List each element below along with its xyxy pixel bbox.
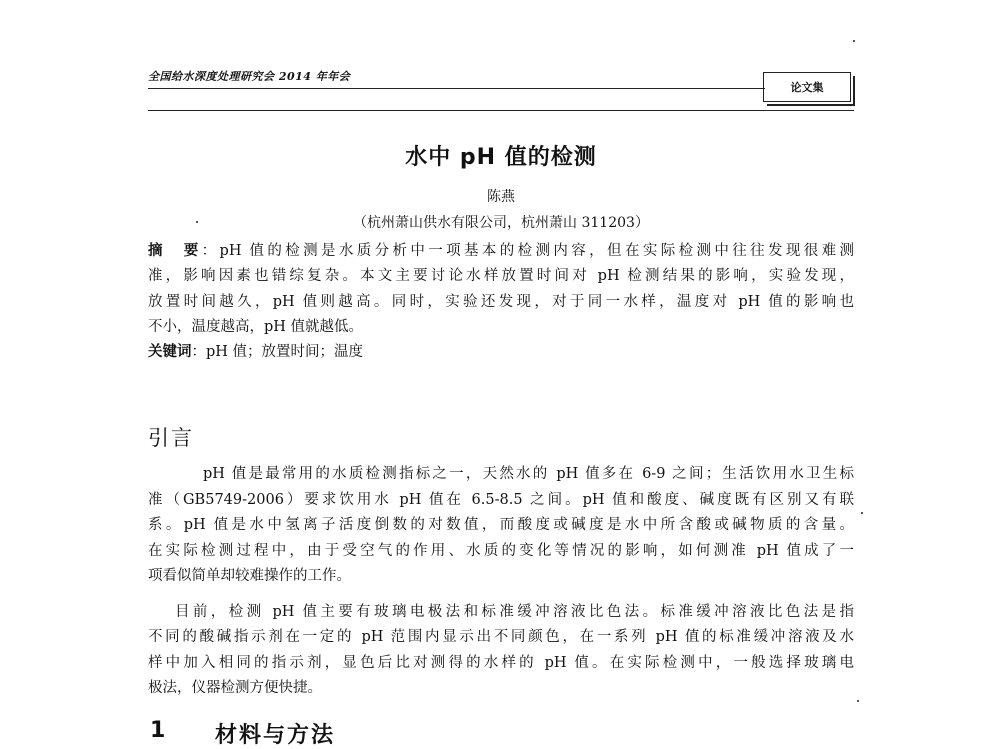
body-line: 系。pH 值是水中氢离子活度倒数的对数值，而酸度或碱度是水中所含酸或碱物质的含量。 xyxy=(148,517,854,533)
body-line: 不同的酸碱指示剂在一定的 pH 范围内显示出不同颜色，在一系列 pH 值的标准缓冲溶液及水 xyxy=(148,629,854,645)
body-line: pH 值是最常用的水质检测指标之一，天然水的 pH 值多在 6-9 之间；生活饮用水卫生标 xyxy=(203,466,854,482)
keywords-text: ：pH 值；放置时间；温度 xyxy=(191,344,364,360)
collection-tag: 论文集 xyxy=(763,72,851,102)
scan-speck xyxy=(857,700,859,702)
body-line: 项看似简单却较难操作的工作。 xyxy=(148,568,351,584)
paper-title: 水中 pH 值的检测 xyxy=(405,145,597,170)
abstract-line: 摘 要：pH 值的检测是水质分析中一项基本的检测内容，但在实际检测中往往发现很难测 xyxy=(148,243,854,259)
scan-speck xyxy=(861,512,863,514)
keywords-label: 关键词 xyxy=(148,344,192,360)
author-name: 陈燕 xyxy=(487,189,515,205)
header-rule-lower xyxy=(148,110,854,111)
abstract-line: 准，影响因素也错综复杂。本文主要讨论水样放置时间对 pH 检测结果的影响，实验发现， xyxy=(148,268,854,284)
intro-heading: 引言 xyxy=(148,426,194,450)
section-title: 材料与方法 xyxy=(215,723,336,748)
abstract-line: 放置时间越久，pH 值则越高。同时，实验还发现，对于同一水样，温度对 pH 值的影响也 xyxy=(148,294,854,310)
body-line: 准（GB5749-2006）要求饮用水 pH 值在 6.5-8.5 之间。pH 值和酸度、碱度既有区别又有联 xyxy=(148,492,854,508)
section-number: 1 xyxy=(150,718,166,743)
body-line: 在实际检测过程中，由于受空气的作用、水质的变化等情况的影响，如何测准 pH 值成了一 xyxy=(148,543,854,559)
body-line: 目前，检测 pH 值主要有玻璃电极法和标准缓冲溶液比色法。标准缓冲溶液比色法是指 xyxy=(175,604,854,620)
scan-speck xyxy=(196,221,198,223)
body-line: 极法，仪器检测方便快捷。 xyxy=(148,680,322,696)
abstract-label: 摘 要 xyxy=(148,243,202,259)
running-header: 全国给水深度处理研究会 2014 年年会 xyxy=(148,70,351,83)
scan-speck xyxy=(853,40,855,42)
body-line: 样中加入相同的指示剂，显色后比对测得的水样的 pH 值。在实际检测中，一般选择玻璃电 xyxy=(148,655,854,671)
keywords-line xyxy=(148,340,854,364)
header-rule xyxy=(148,88,765,89)
affiliation: （杭州萧山供水有限公司，杭州萧山 311203） xyxy=(353,215,649,231)
abstract-line: 不小，温度越高，pH 值就越低。 xyxy=(148,319,364,335)
